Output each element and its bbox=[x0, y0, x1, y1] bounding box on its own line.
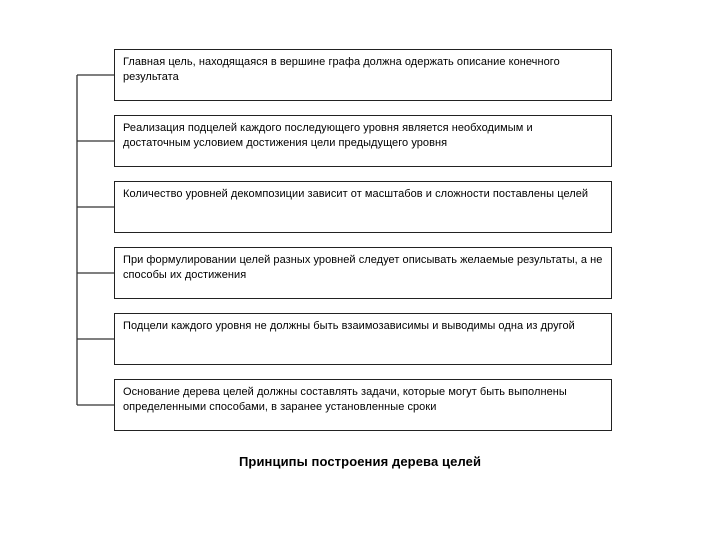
principle-box-3: Количество уровней декомпозиции зависит от масштабов и сложности поставлены целей bbox=[114, 181, 612, 233]
principle-box-4: При формулировании целей разных уровней следует описывать желаемые результаты, а не способы их достижения bbox=[114, 247, 612, 299]
principle-box-1: Главная цель, находящаяся в вершине графа должна одержать описание конечного результата bbox=[114, 49, 612, 101]
principle-box-2: Реализация подцелей каждого последующего уровня является необходимым и достаточным условием достижения цели предыдущего уровня bbox=[114, 115, 612, 167]
principle-box-6: Основание дерева целей должны составлять задачи, которые могут быть выполнены определенными способами, в заранее установленные сроки bbox=[114, 379, 612, 431]
diagram-caption: Принципы построения дерева целей bbox=[238, 454, 482, 469]
principle-box-5: Подцели каждого уровня не должны быть взаимозависимы и выводимы одна из другой bbox=[114, 313, 612, 365]
